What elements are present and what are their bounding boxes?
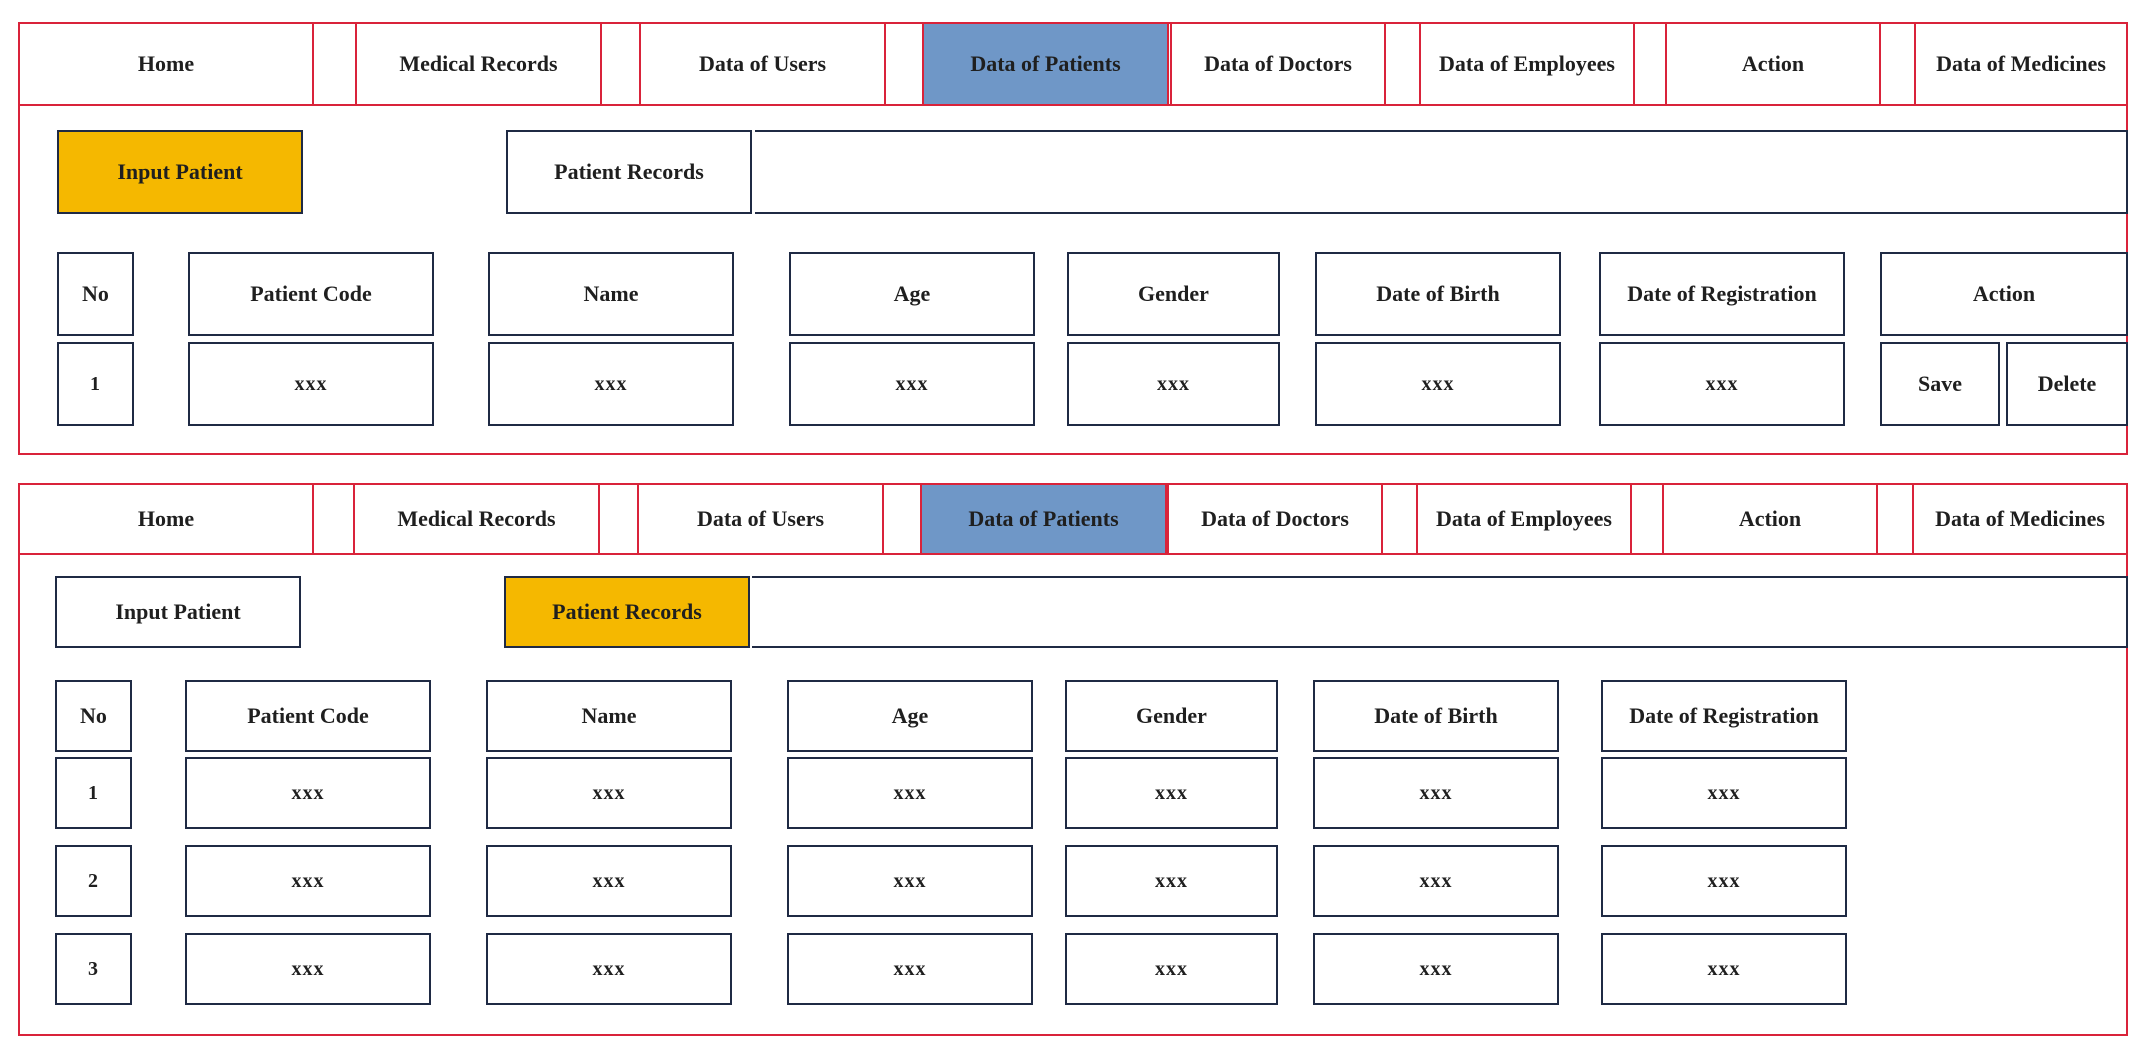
row-3-name: xxx xyxy=(486,933,732,1005)
delete-button[interactable]: Delete xyxy=(2006,342,2128,426)
row-1-age: xxx xyxy=(787,757,1033,829)
nav-medical-records[interactable]: Medical Records xyxy=(355,22,602,106)
nav-data-of-medicines[interactable]: Data of Medicines xyxy=(1912,483,2128,555)
header-patient-code: Patient Code xyxy=(185,680,431,752)
row-1-name[interactable]: xxx xyxy=(488,342,734,426)
row-1-date-of-registration: xxx xyxy=(1601,757,1847,829)
nav-data-of-employees[interactable]: Data of Employees xyxy=(1416,483,1632,555)
save-button[interactable]: Save xyxy=(1880,342,2000,426)
header-date-of-registration: Date of Registration xyxy=(1601,680,1847,752)
row-1-no: 1 xyxy=(55,757,132,829)
nav-data-of-users[interactable]: Data of Users xyxy=(637,483,884,555)
row-1-gender: xxx xyxy=(1065,757,1278,829)
row-2-gender: xxx xyxy=(1065,845,1278,917)
row-3-date-of-birth: xxx xyxy=(1313,933,1559,1005)
nav-home[interactable]: Home xyxy=(137,51,195,76)
nav-action[interactable]: Action xyxy=(1662,483,1878,555)
row-3-age: xxx xyxy=(787,933,1033,1005)
row-2-date-of-birth: xxx xyxy=(1313,845,1559,917)
row-3-date-of-registration: xxx xyxy=(1601,933,1847,1005)
row-1-name: xxx xyxy=(486,757,732,829)
row-2-age: xxx xyxy=(787,845,1033,917)
tab-strip xyxy=(755,130,2128,214)
row-2-patient-code: xxx xyxy=(185,845,431,917)
row-1-date-of-birth: xxx xyxy=(1313,757,1559,829)
nav-home[interactable]: Home xyxy=(137,506,195,531)
tab-patient-records[interactable]: Patient Records xyxy=(504,576,750,648)
header-no: No xyxy=(55,680,132,752)
header-no: No xyxy=(57,252,134,336)
row-1-patient-code[interactable]: xxx xyxy=(188,342,434,426)
header-gender: Gender xyxy=(1067,252,1280,336)
header-age: Age xyxy=(787,680,1033,752)
header-age: Age xyxy=(789,252,1035,336)
header-name: Name xyxy=(486,680,732,752)
tab-strip xyxy=(752,576,2128,648)
header-name: Name xyxy=(488,252,734,336)
nav-data-of-users[interactable]: Data of Users xyxy=(639,22,886,106)
header-gender: Gender xyxy=(1065,680,1278,752)
row-1-age[interactable]: xxx xyxy=(789,342,1035,426)
nav-data-of-doctors[interactable]: Data of Doctors xyxy=(1170,22,1386,106)
nav-separator xyxy=(312,22,357,106)
header-date-of-registration: Date of Registration xyxy=(1599,252,1845,336)
nav-data-of-medicines[interactable]: Data of Medicines xyxy=(1914,22,2128,106)
nav-data-of-doctors[interactable]: Data of Doctors xyxy=(1167,483,1383,555)
row-1-patient-code: xxx xyxy=(185,757,431,829)
row-3-no: 3 xyxy=(55,933,132,1005)
nav-action[interactable]: Action xyxy=(1665,22,1881,106)
header-action: Action xyxy=(1880,252,2128,336)
row-2-no: 2 xyxy=(55,845,132,917)
header-date-of-birth: Date of Birth xyxy=(1313,680,1559,752)
nav-data-of-employees[interactable]: Data of Employees xyxy=(1419,22,1635,106)
row-1-date-of-registration[interactable]: xxx xyxy=(1599,342,1845,426)
row-3-gender: xxx xyxy=(1065,933,1278,1005)
tab-input-patient[interactable]: Input Patient xyxy=(55,576,301,648)
row-3-patient-code: xxx xyxy=(185,933,431,1005)
row-1-no: 1 xyxy=(57,342,134,426)
nav-medical-records[interactable]: Medical Records xyxy=(353,483,600,555)
nav-data-of-patients[interactable]: Data of Patients xyxy=(922,22,1169,106)
tab-input-patient[interactable]: Input Patient xyxy=(57,130,303,214)
row-2-date-of-registration: xxx xyxy=(1601,845,1847,917)
tab-patient-records[interactable]: Patient Records xyxy=(506,130,752,214)
header-patient-code: Patient Code xyxy=(188,252,434,336)
nav-data-of-patients[interactable]: Data of Patients xyxy=(920,483,1167,555)
row-1-gender[interactable]: xxx xyxy=(1067,342,1280,426)
nav-separator xyxy=(312,483,355,555)
row-2-name: xxx xyxy=(486,845,732,917)
header-date-of-birth: Date of Birth xyxy=(1315,252,1561,336)
row-1-date-of-birth[interactable]: xxx xyxy=(1315,342,1561,426)
